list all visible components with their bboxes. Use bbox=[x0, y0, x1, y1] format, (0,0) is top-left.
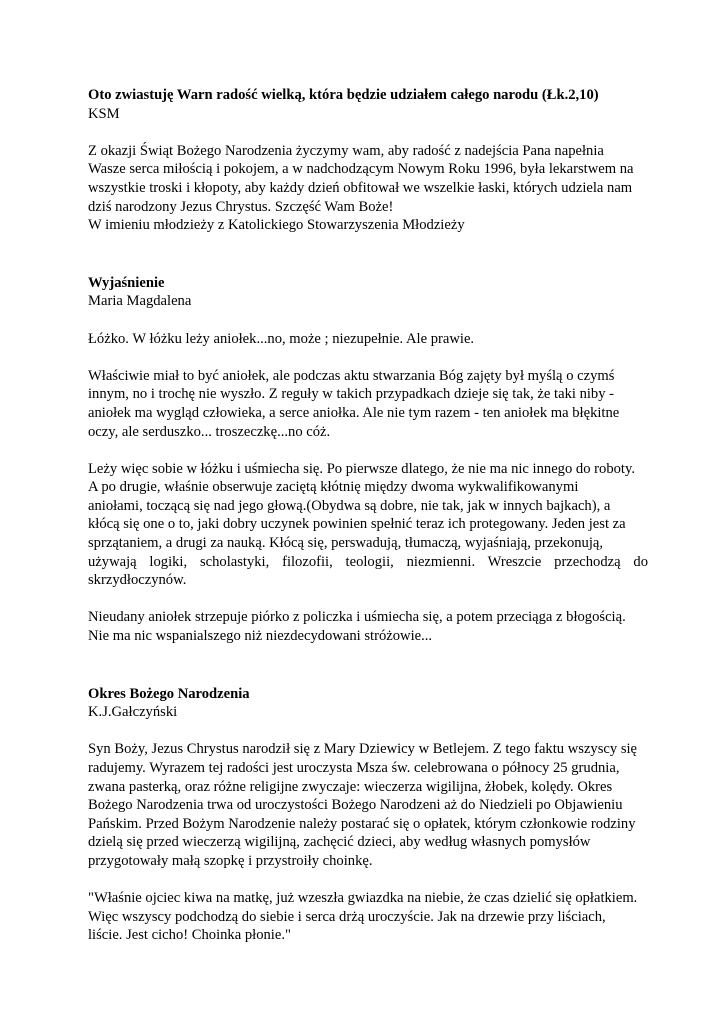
text-line: przygotowały małą szopkę i przystroiły choinkę. bbox=[88, 852, 373, 869]
text-line: W imieniu młodzieży z Katolickiego Stowarzyszenia Młodzieży bbox=[88, 217, 465, 234]
text-line: używają logiki, scholastyki, filozofii, teologii, niezmienni. Wreszcie przechodzą do bbox=[88, 553, 648, 570]
section-title: Oto zwiastuję Warn radość wielką, która będzie udziałem całego narodu (Łk.2,10) bbox=[88, 87, 599, 103]
text-line: Pańskim. Przed Bożym Narodzenie należy postarać się o opłatek, którym członkowie rodziny bbox=[88, 815, 636, 832]
text-line: dzielą się przed wieczerzą wigilijną, zachęcić dzieci, aby według własnych pomysłów bbox=[88, 834, 591, 851]
text-line: aniołek ma wygląd człowieka, a serce aniołka. Ale nie tym razem - ten aniołek ma błękitne bbox=[88, 404, 620, 421]
paragraph bbox=[88, 330, 648, 349]
text-line: Leży więc sobie w łóżku i uśmiecha się. Po pierwsze dlatego, że nie ma nic innego do roboty. bbox=[88, 460, 635, 477]
paragraph bbox=[88, 142, 648, 235]
section-author: Maria Magdalena bbox=[88, 293, 192, 310]
text-line: A po drugie, właśnie obserwuje zaciętą kłótnię między dwoma wykwalifikowanymi bbox=[88, 479, 579, 496]
text-line: wszystkie troski i kłopoty, aby każdy dzień obfitował we wszelkie łaski, których udziela nam bbox=[88, 179, 633, 196]
text-line: liście. Jest cicho! Choinka płonie." bbox=[88, 927, 291, 944]
text-line: "Właśnie ojciec kiwa na matkę, już wzeszła gwiazdka na niebie, że czas dzielić się opłatkiem. bbox=[88, 890, 638, 907]
text-line: Więc wszyscy podchodzą do siebie i serca drżą uroczyście. Jak na drzewie przy liściach, bbox=[88, 908, 606, 925]
text-line: Syn Boży, Jezus Chrystus narodził się z Mary Dziewicy w Betlejem. Z tego faktu wszyscy się bbox=[88, 741, 638, 758]
text-line: dziś narodzony Jezus Chrystus. Szczęść Wam Boże! bbox=[88, 198, 394, 215]
section-author: K.J.Gałczyński bbox=[88, 704, 178, 721]
text-line: sprzątaniem, a drugi za nauką. Kłócą się, perswadują, tłumaczą, wyjaśniają, przekonują, bbox=[88, 535, 604, 552]
text-line: radujemy. Wyrazem tej radości jest uroczysta Msza św. celebrowana o północy 25 grudnia, bbox=[88, 760, 620, 776]
paragraph bbox=[88, 367, 648, 441]
paragraph bbox=[88, 889, 648, 945]
text-line: oczy, ale serduszko... troszeczkę...no cóż. bbox=[88, 423, 331, 440]
text-line: zwana pasterką, oraz różne religijne zwyczaje: wieczerza wigilijna, żłobek, kolędy. Okres bbox=[88, 778, 613, 795]
text-line: kłócą się one o to, jaki dobry uczynek powinien spełnić teraz ich protegowany. Jeden jest za bbox=[88, 516, 626, 533]
text-line: Łóżko. W łóżku leży aniołek...no, może ; niezupełnie. Ale prawie. bbox=[88, 330, 475, 347]
text-line: Właściwie miał to być aniołek, ale podczas aktu stwarzania Bóg zajęty był myślą o czymś bbox=[88, 367, 615, 384]
text-line: Nieudany aniołek strzepuje piórko z policzka i uśmiecha się, a potem przeciąga z błogością. bbox=[88, 609, 626, 626]
text-line: innym, no i trochę nie wyszło. Z reguły w takich przypadkach dzieje się tak, że taki niby - bbox=[88, 386, 615, 403]
section-title: Wyjaśnienie bbox=[88, 274, 165, 291]
text-line: aniołami, toczącą się nad jego głową.(Obydwa są dobre, nie tak, jak w innych bajkach), a bbox=[88, 497, 611, 514]
text-line: Z okazji Świąt Bożego Narodzenia życzymy wam, aby radość z nadejścia Pana napełnia bbox=[88, 142, 604, 159]
document-page bbox=[88, 86, 648, 945]
text-line: skrzydłoczynów. bbox=[88, 572, 187, 589]
paragraph bbox=[88, 740, 648, 870]
section-author: KSM bbox=[88, 105, 120, 122]
paragraph bbox=[88, 608, 648, 645]
text-line: Nie ma nic wspanialszego niż niezdecydowani stróżowie... bbox=[88, 628, 433, 645]
text-line: Wasze serca miłością i pokojem, a w nadchodzącym Nowym Roku 1996, była lekarstwem na bbox=[88, 161, 634, 178]
paragraph bbox=[88, 460, 648, 590]
text-line: Bożego Narodzenia trwa od uroczystości Bożego Narodzeni aż do Niedzieli po Objawieniu bbox=[88, 797, 623, 814]
section-title: Okres Bożego Narodzenia bbox=[88, 685, 250, 702]
